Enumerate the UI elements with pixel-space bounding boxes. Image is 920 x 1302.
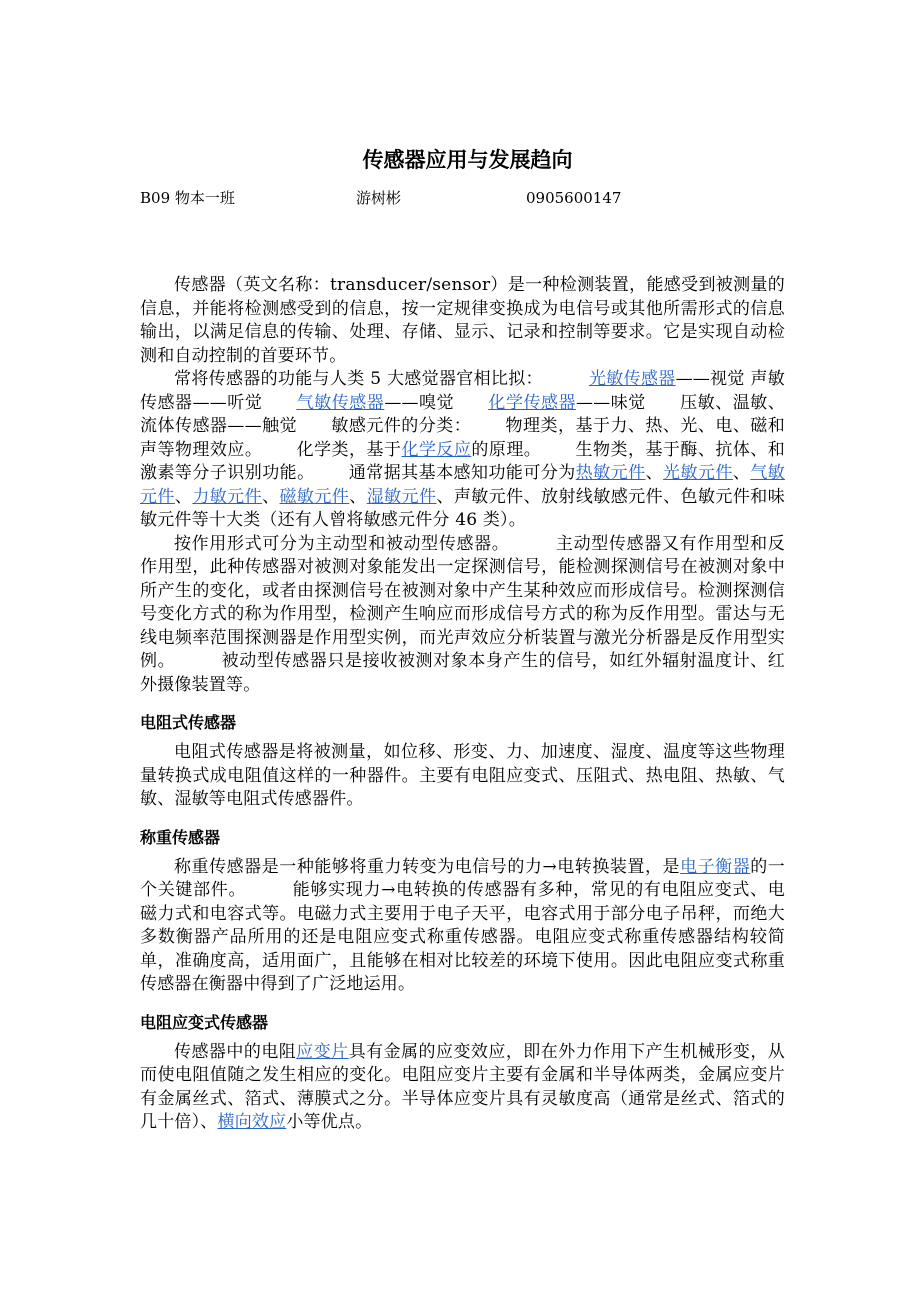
link-force-element[interactable]: 力敏元件 — [192, 486, 263, 507]
intro-paragraph-3 — [140, 533, 785, 698]
link-magnetic-element[interactable]: 磁敏元件 — [279, 486, 350, 507]
text-run: 小等优点。 — [286, 1112, 373, 1132]
resistive-sensor-paragraph: 电阻式传感器是将被测量，如位移、形变、力、加速度、湿度、温度等这些物理量转换式成电阻值这样的一种器件。主要有电阻应变式、压阻式、热电阻、热敏、气敏、湿敏等电阻式传感器件。 — [140, 742, 785, 809]
intro-section — [140, 274, 785, 697]
link-optical-element[interactable]: 光敏元件 — [663, 463, 733, 483]
separator: 、 — [732, 463, 751, 483]
text-run: 化学类，基于 — [296, 439, 402, 460]
text-run: ——味觉 — [576, 392, 646, 413]
text-run: 生物类，基于酶、抗体、和激素等分子识别功能。 — [140, 439, 785, 483]
text-run: 被动型传感器只是接收被测对象本身产生的信号，如红外辐射温度计、红外摄像装置等。 — [140, 651, 786, 695]
text-run: 压敏、温敏、流体传感器——触觉 — [140, 392, 785, 436]
heading-weighing-sensor: 称重传感器 — [140, 827, 221, 847]
separator: 、 — [262, 486, 280, 507]
intro-paragraph-2 — [140, 368, 785, 533]
text-run: 能够实现力→电转换的传感器有多种，常见的有电阻应变式、电磁力式和电容式等。电磁力式主要用于电子天平，电容式用于部分电子吊秤，而绝大多数衡器产品所用的还是电阻应变式称重传感器。电阻应变式称重传感器结构较简单，准确度高，适用面广，且能够在相对比较差的环境下使用。因此电阻应变式称重传感器在衡器中得到了广泛地运用。 — [140, 880, 786, 994]
text-run: 按作用形式可分为主动型和被动型传感器。 — [174, 533, 510, 554]
document-title: 传感器应用与发展趋向 — [362, 147, 573, 172]
text-run: 的一个关键部件。 — [140, 856, 785, 900]
author-line — [140, 186, 785, 210]
link-gas-sensor[interactable]: 气敏传感器 — [296, 392, 385, 413]
author-name: 游树彬 — [356, 189, 402, 207]
text-run: 敏感元件的分类： — [331, 416, 472, 436]
separator: 、 — [349, 486, 367, 507]
text-run: 常将传感器的功能与人类 5 大感觉器官相比拟： — [174, 369, 543, 389]
text-run: 传感器中的电阻 — [174, 1041, 297, 1062]
document-content — [140, 144, 785, 1135]
link-humidity-element[interactable]: 湿敏元件 — [366, 486, 437, 507]
link-strain-gauge[interactable]: 应变片 — [296, 1041, 349, 1062]
text-run: 的原理。 — [471, 439, 542, 460]
link-chemical-sensor[interactable]: 化学传感器 — [488, 392, 577, 413]
strain-sensor-paragraph — [140, 1041, 785, 1135]
separator: 、 — [174, 486, 193, 507]
text-run: 通常据其基本感知功能可分为 — [348, 463, 576, 483]
student-id: 0905600147 — [526, 189, 622, 207]
link-light-sensor[interactable]: 光敏传感器 — [588, 369, 676, 389]
intro-paragraph-1: 传感器（英文名称：transducer/sensor）是一种检测装置，能感受到被测量的信息，并能将检测感受到的信息，按一定规律变换成为电信号或其他所需形式的信息输出，以满足信息的传输、处理、存储、显示、记录和控制等要求。它是实现自动检测和自动控制的首要环节。 — [140, 275, 785, 366]
class-label: B09 物本一班 — [140, 189, 235, 207]
text-run: 称重传感器是一种能够将重力转变为电信号的力→电转换装置，是 — [174, 856, 681, 877]
weighing-sensor-paragraph — [140, 856, 785, 997]
text-run: 物理类，基于力、热、光、电、磁和声等物理效应。 — [140, 416, 785, 460]
text-run: 具有金属的应变效应，即在外力作用下产生机械形变，从而使电阻值随之发生相应的变化。电阻应变片主要有金属和半导体两类，金属应变片有金属丝式、箔式、薄膜式之分。半导体应变片具有灵敏度高（通常是丝式、箔式的几十倍）、 — [140, 1041, 785, 1132]
text-run: 主动型传感器又有作用型和反作用型，此种传感器对被测对象能发出一定探测信号，能检测探测信号在被测对象中所产生的变化，或者由探测信号在被测对象中产生某种效应而形成信号。检测探测信号变化方式的称为作用型，检测产生响应而形成信号方式的称为反作用型。雷达与无线电频率范围探测器是作用型实例，而光声效应分析装置与激光分析器是反作用型实例。 — [140, 533, 785, 671]
link-thermal-element[interactable]: 热敏元件 — [575, 463, 646, 483]
link-electronic-scale[interactable]: 电子衡器 — [680, 856, 751, 877]
separator: 、 — [645, 463, 664, 483]
heading-resistive-sensor: 电阻式传感器 — [140, 713, 237, 732]
text-run: 、声敏元件、放射线敏感元件、色敏元件和味敏元件等十大类（还有人曾将敏感元件分 46 类）。 — [140, 486, 785, 530]
heading-strain-sensor: 电阻应变式传感器 — [140, 1012, 269, 1032]
text-run: ——嗅觉 — [384, 392, 455, 413]
link-transverse-effect[interactable]: 横向效应 — [217, 1112, 287, 1132]
link-chemical-reaction[interactable]: 化学反应 — [401, 439, 472, 460]
link-gas-element[interactable]: 气敏元件 — [140, 463, 785, 507]
text-run: ——视觉 声敏传感器——听觉 — [140, 369, 785, 413]
